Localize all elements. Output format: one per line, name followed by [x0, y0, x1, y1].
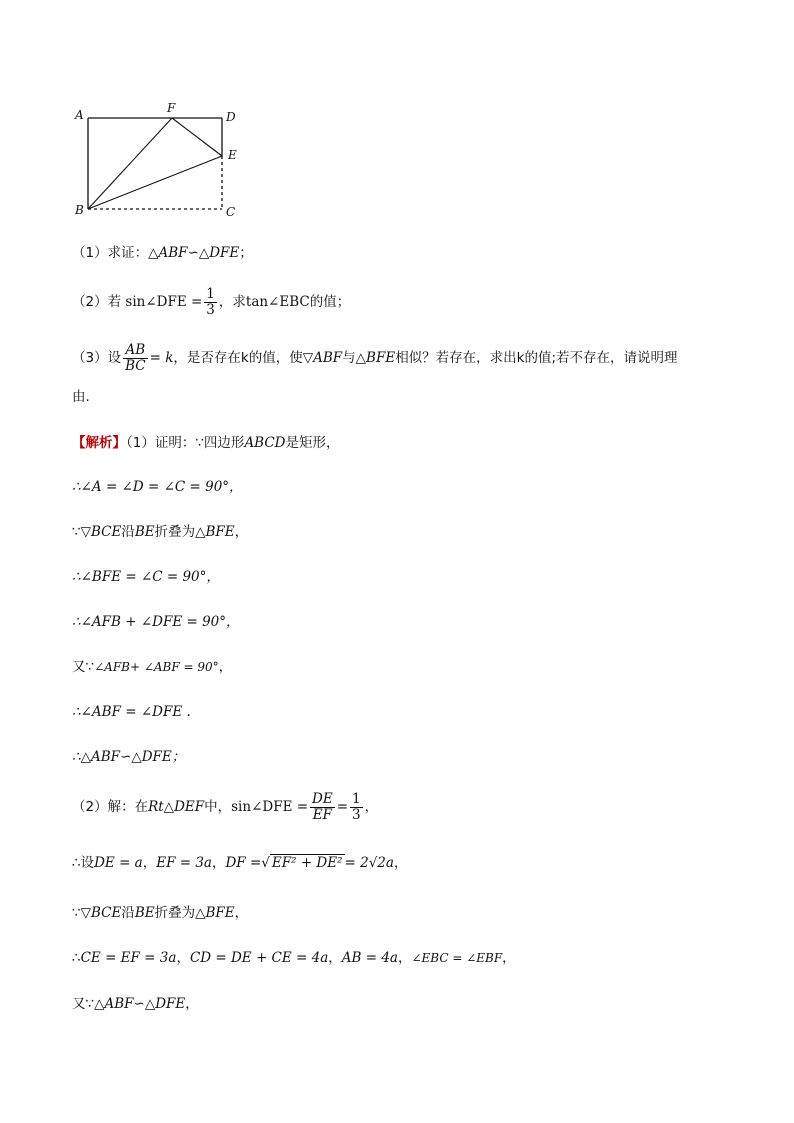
question-1: （1）求证：△ABF∽△DFE； [72, 245, 253, 261]
solution-line-11: ∵▽BCE沿BE折叠为△BFE， [72, 905, 249, 921]
fraction-one-third-b: $\frac{1}{3}$ [352, 790, 361, 823]
square-root: √ EF² + DE² [261, 855, 343, 871]
segment-BE [88, 156, 222, 209]
solution-line-7: ∴∠ABF = ∠DFE . [72, 704, 191, 720]
question-3: （3）设 $\frac{AB}{BC}$ = k，是否存在k的值，使▽ABF与△BFE相似？若存在，求出k的值;若不存在，请说明理 [72, 341, 678, 374]
solution-line-8: ∴△ABF∽△DFE； [72, 749, 186, 765]
fraction-de-ef: $\frac{DE}{EF}$ [312, 790, 333, 823]
solution-line-9: （2）解：在Rt△DEF中，sin∠DFE = $\frac{DE}{EF}$ = $\frac{1}{3}$ ， [72, 790, 379, 823]
analysis-tag: 【解析】 [72, 435, 126, 451]
solution-line-1: 【解析】（1）证明：∵四边形ABCD是矩形， [72, 435, 340, 451]
solution-line-5: ∴∠AFB + ∠DFE = 90°， [72, 614, 240, 630]
fraction-ab-bc: $\frac{AB}{BC}$ [125, 341, 146, 374]
vertex-label-C: C [226, 205, 236, 219]
vertex-label-B: B [75, 203, 84, 217]
segment-BF [88, 118, 172, 209]
question-2: （2）若 sin∠DFE = $\frac{1}{3}$ ，求tan∠EBC的值； [72, 285, 351, 318]
geometry-figure [70, 100, 250, 225]
vertex-label-F: F [167, 101, 176, 115]
solution-line-12: ∴CE = EF = 3a，CD = DE + CE = 4a，AB = 4a，∠EBC = ∠EBF， [72, 950, 516, 966]
vertex-label-E: E [228, 148, 237, 162]
fraction-one-third: $\frac{1}{3}$ [206, 285, 215, 318]
vertex-label-A: A [75, 108, 84, 122]
solution-line-2: ∴∠A = ∠D = ∠C = 90°， [72, 479, 243, 495]
rectangle-fold-diagram [70, 100, 250, 225]
question-3-line-2: 由. [72, 389, 90, 405]
solution-line-3: ∵▽BCE沿BE折叠为△BFE， [72, 524, 249, 540]
vertex-label-D: D [226, 110, 236, 124]
solution-line-4: ∴∠BFE = ∠C = 90°， [72, 569, 220, 585]
solution-line-13: 又∵△ABF∽△DFE， [72, 996, 199, 1012]
solution-line-10: ∴设DE = a，EF = 3a，DF =√ EF² + DE² = 2√2a， [72, 855, 408, 871]
solution-line-6: 又∵∠AFB+ ∠ABF = 90°， [72, 659, 233, 675]
segment-FE [172, 118, 222, 156]
